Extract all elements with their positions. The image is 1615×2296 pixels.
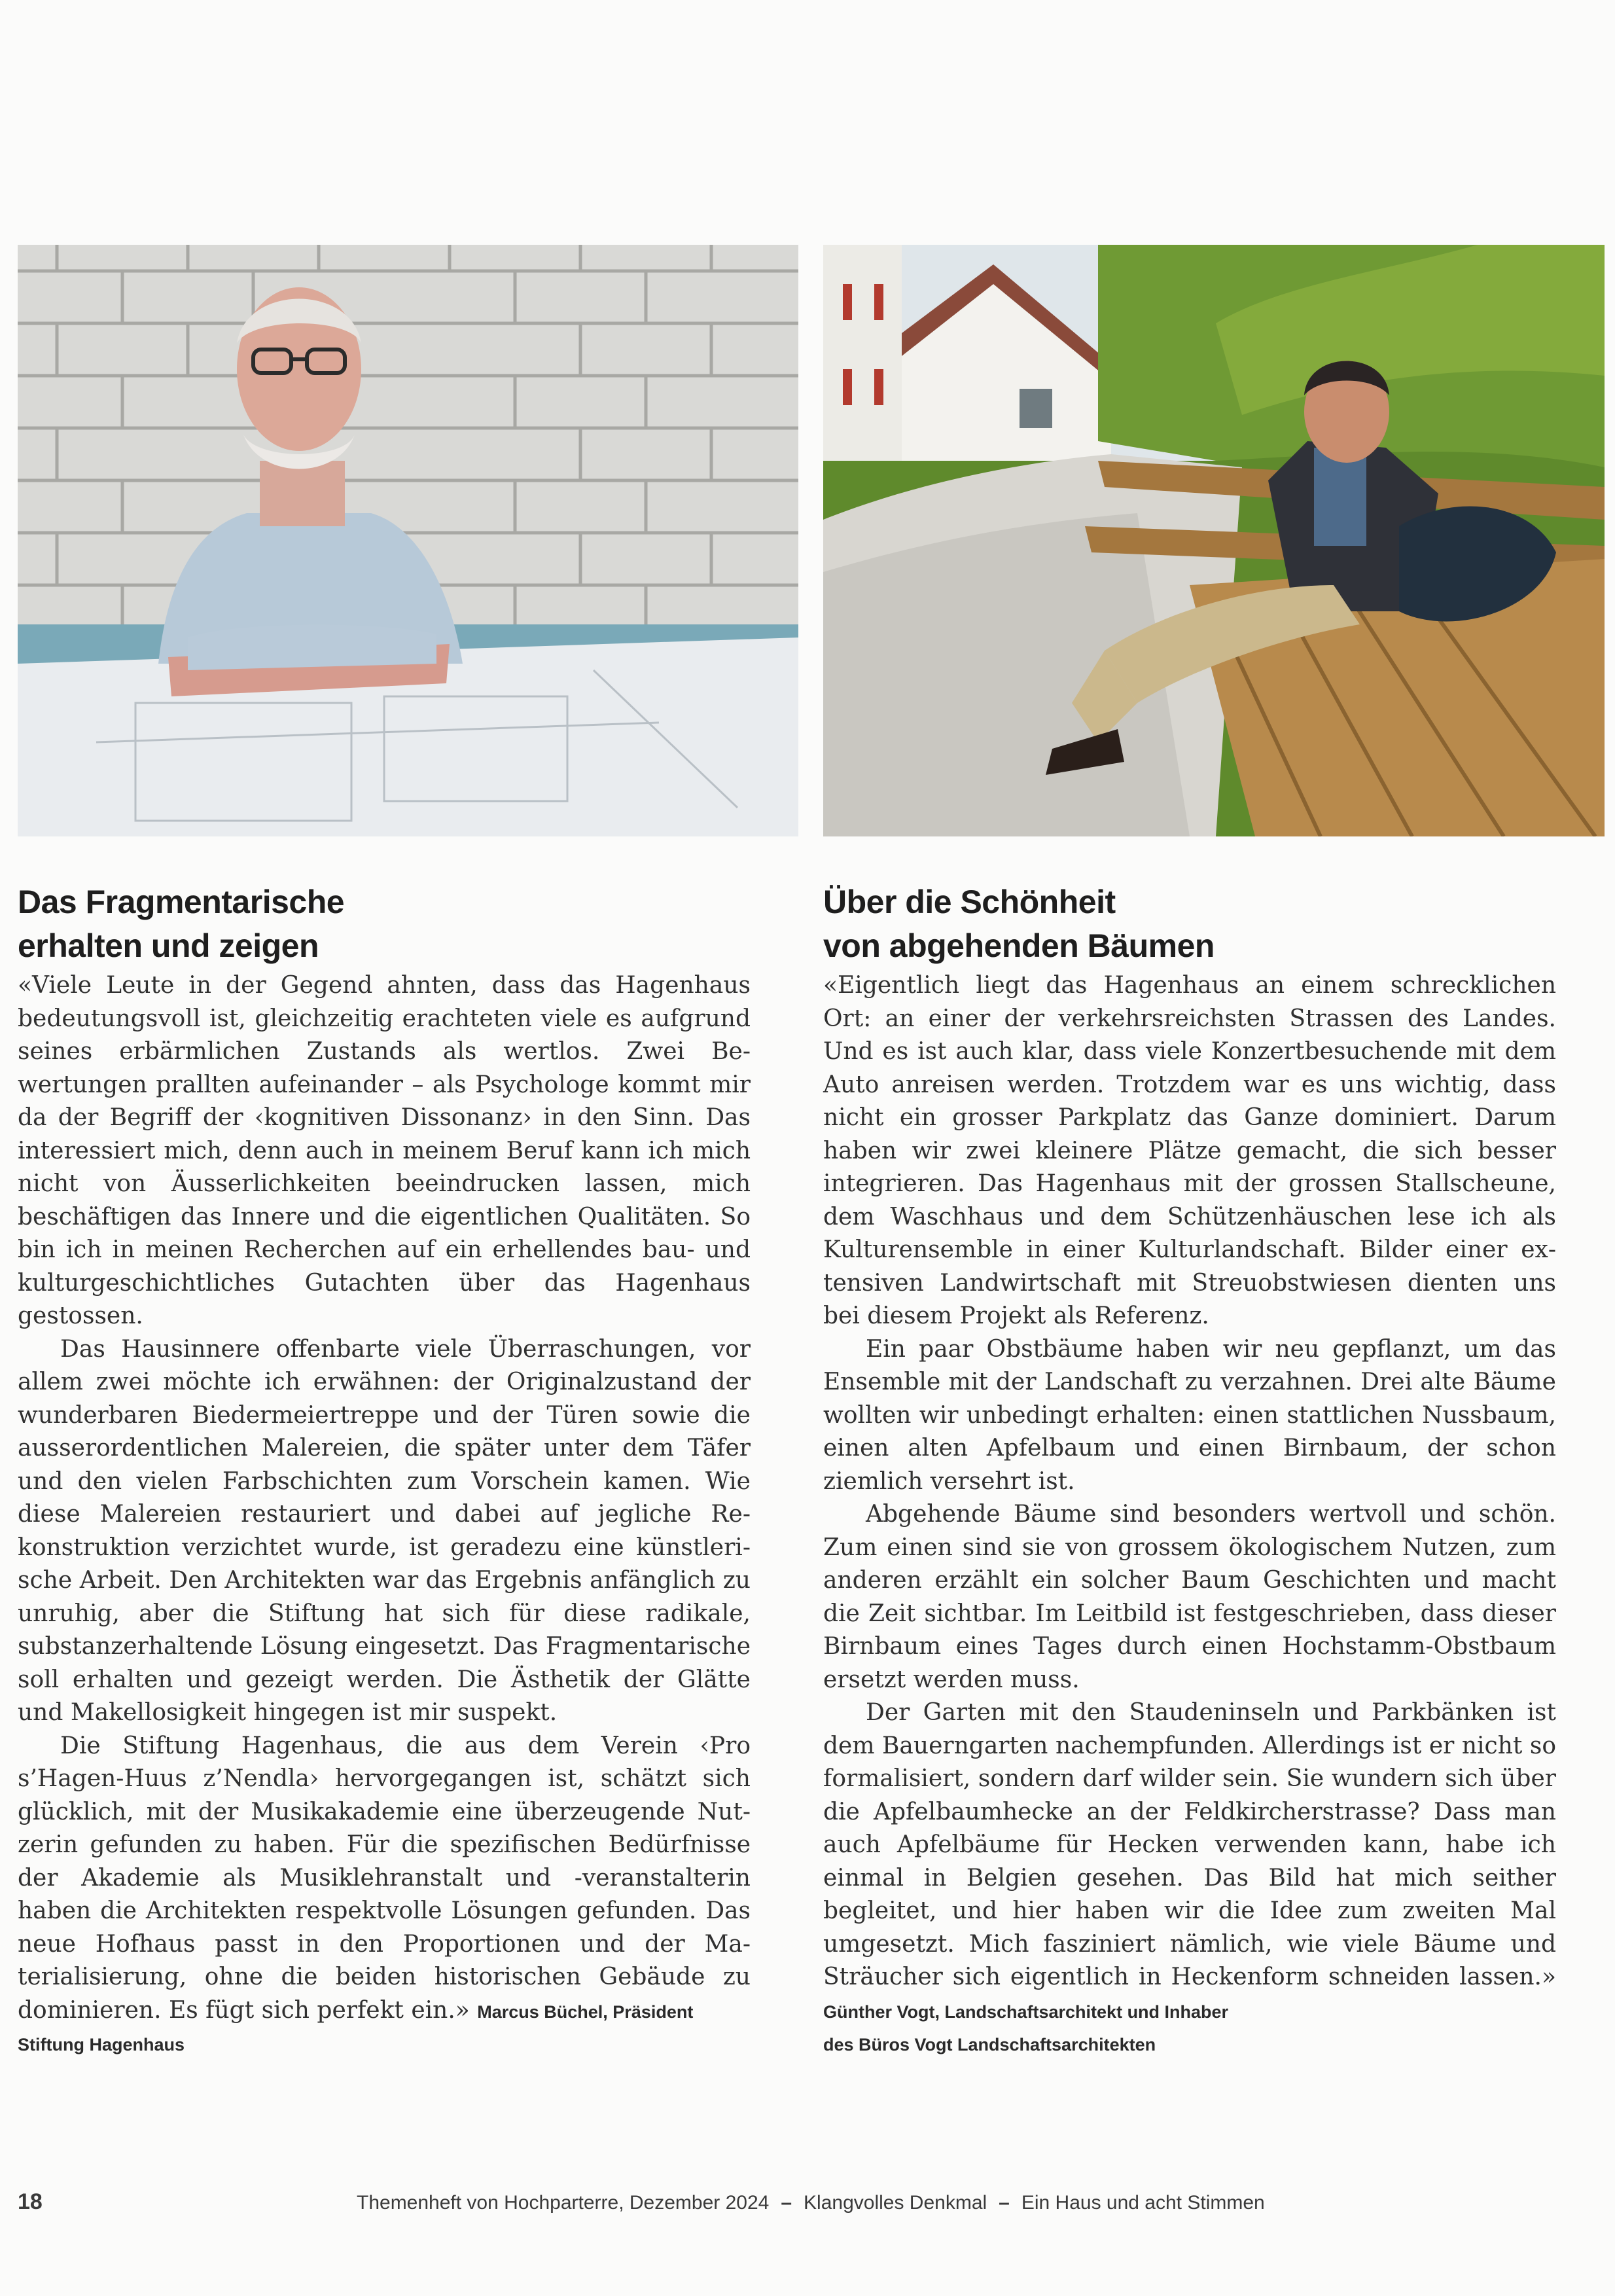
- article-right: [823, 880, 1556, 2061]
- right-paragraph-4-wrap: [823, 1696, 1556, 2028]
- photo-garden-image: [823, 245, 1605, 836]
- footer-separator-2: –: [999, 2192, 1010, 2214]
- left-article-heading: [18, 880, 751, 968]
- footer-section: Klangvolles Denkmal: [804, 2192, 987, 2214]
- left-heading-line1: Das Fragmentarische: [18, 884, 345, 920]
- left-heading-line2: erhalten und zeigen: [18, 927, 319, 964]
- footer-subtitle: Ein Haus und acht Stimmen: [1021, 2192, 1265, 2214]
- right-paragraph-3: Abgehende Bäume sind besonders wertvoll und schön. Zum einen sind sie von grossem ökologischem Nutzen, zum anderen erzählt ein solcher Baum Geschichten und macht die Zeit sichtbar. Im Leitbild ist festgeschrieben, dass dieser Birnbaum eines Tages durch einen Hochstamm-Obstbaum ersetzt werden muss.: [823, 1501, 1556, 1693]
- left-paragraph-2: Das Hausinnere offenbarte viele Überraschungen, vor allem zwei möchte ich erwähnen: der Originalzustand der wunderbaren Biedermeiertreppe und der Türen sowie die ausserordentlichen Malereien, die später unter dem Täfer und den vielen Farbschichten zum Vorschein kamen. Wie diese Malereien restauriert und dabei auf jegliche Rekonstruktion verzichtet wurde, ist geradezu eine künstlerische Arbeit. Den Architekten war das Ergebnis anfänglich zu unruhig, aber die Stiftung hat sich für diese radikale, substanzerhaltende Lösung eingesetzt. Das Fragmentarische soll erhalten und gezeigt werden. Die Ästhetik der Glätte und Makellosigkeit hingegen ist mir suspekt.: [18, 1335, 751, 1726]
- footer-publication: Themenheft von Hochparterre, Dezember 2024: [357, 2192, 770, 2214]
- article-left: [18, 880, 751, 2061]
- right-paragraph-1: «Eigentlich liegt das Hagenhaus an einem schrecklichen Ort: an einer der verkehrsreichsten Strassen des Landes. Und es ist auch klar, dass viele Konzertbesuchende mit dem Auto anreisen werden. Trotzdem war es uns wichtig, dass nicht ein grosser Parkplatz das Ganze dominiert. Darum haben wir zwei kleinere Plätze gemacht, die sich besser integrieren. Das Hagenhaus mit der grossen Stallscheune, dem Waschhaus und dem Schützenhäuschen lese ich als Kulturensemble in einer Kulturlandschaft. Bilder einer extensiven Landwirtschaft mit Streuobstwiesen dienten uns bei diesem Projekt als Referenz.: [823, 972, 1556, 1329]
- footer-separator-1: –: [781, 2192, 792, 2214]
- right-attribution-org: des Büros Vogt Landschaftsarchitekten: [823, 2035, 1156, 2054]
- photo-portrait-image: [18, 245, 798, 836]
- right-article-heading: [823, 880, 1556, 968]
- left-paragraph-3: Die Stiftung Hagenhaus, die aus dem Verein ‹Pro s’Hagen-Huus z’Nendla› hervorgegangen ist, schätzt sich glücklich, mit der Musikakademie eine überzeugende Nutzerin gefunden zu haben. Für die spezifischen Bedürfnisse der Akademie als Musiklehranstalt und -veranstalterin haben die Architekten respektvolle Lösungen gefunden. Das neue Hofhaus passt in den Proportionen und der Materialisierung, ohne die beiden historischen Gebäude zu dominieren. Es fügt sich perfekt ein.»: [18, 1732, 751, 2024]
- footer-running-title: [357, 2192, 1265, 2214]
- photo-portrait-marcus-buechel: [18, 245, 798, 836]
- right-paragraph-4: Der Garten mit den Staudeninseln und Parkbänken ist dem Bauerngarten nachempfunden. Allerdings ist er nicht so formalisiert, sondern darf wilder sein. Sie wundern sich über die Apfelbaumhecke an der Feldkircherstrasse? Dass man auch Apfelbäume für Hecken verwenden kann, habe ich einmal in Belgien gesehen. Das Bild hat mich seither begleitet, und hier haben wir die Idee zum zweiten Mal umgesetzt. Mich fasziniert nämlich, wie viele Bäume und Sträucher sich eigentlich in Heckenform schneiden lassen.»: [823, 1699, 1556, 1990]
- left-paragraph-3-wrap: [18, 1730, 751, 2029]
- photo-portrait-guenther-vogt: [823, 245, 1605, 836]
- right-article-body: [823, 969, 1556, 2061]
- left-attribution-name: Marcus Büchel, Präsident: [477, 2001, 694, 2022]
- right-attribution-name: Günther Vogt, Landschaftsarchitekt und Inhaber: [823, 2001, 1229, 2022]
- left-paragraph-1: «Viele Leute in der Gegend ahnten, dass das Hagenhaus bedeutungsvoll ist, gleichzeitig erachteten viele es aufgrund seines erbärmlichen Zustands als wertlos. Zwei Bewertungen prallten aufeinander – als Psychologe kommt mir da der Begriff der ‹kognitiven Dissonanz› in den Sinn. Das interessiert mich, denn auch in meinem Beruf kann ich mich nicht von Äusserlichkeiten beeindrucken lassen, mich beschäftigen das Innere und die eigentlichen Qualitäten. So bin ich in meinen Recherchen auf ein erhellendes bau- und kulturgeschichtliches Gutachten über das Hagenhaus gestossen.: [18, 972, 751, 1329]
- page-footer: [18, 2189, 1601, 2215]
- right-heading-line2: von abgehenden Bäumen: [823, 927, 1215, 964]
- left-article-body: [18, 969, 751, 2061]
- page-number: 18: [18, 2189, 43, 2214]
- left-attribution-org: Stiftung Hagenhaus: [18, 2035, 185, 2054]
- right-paragraph-2: Ein paar Obstbäume haben wir neu gepflanzt, um das Ensemble mit der Landschaft zu verzahnen. Drei alte Bäume wollten wir unbedingt erhalten: einen stattlichen Nussbaum, einen alten Apfelbaum und einen Birnbaum, der schon ziemlich versehrt ist.: [823, 1335, 1556, 1495]
- right-heading-line1: Über die Schönheit: [823, 884, 1116, 920]
